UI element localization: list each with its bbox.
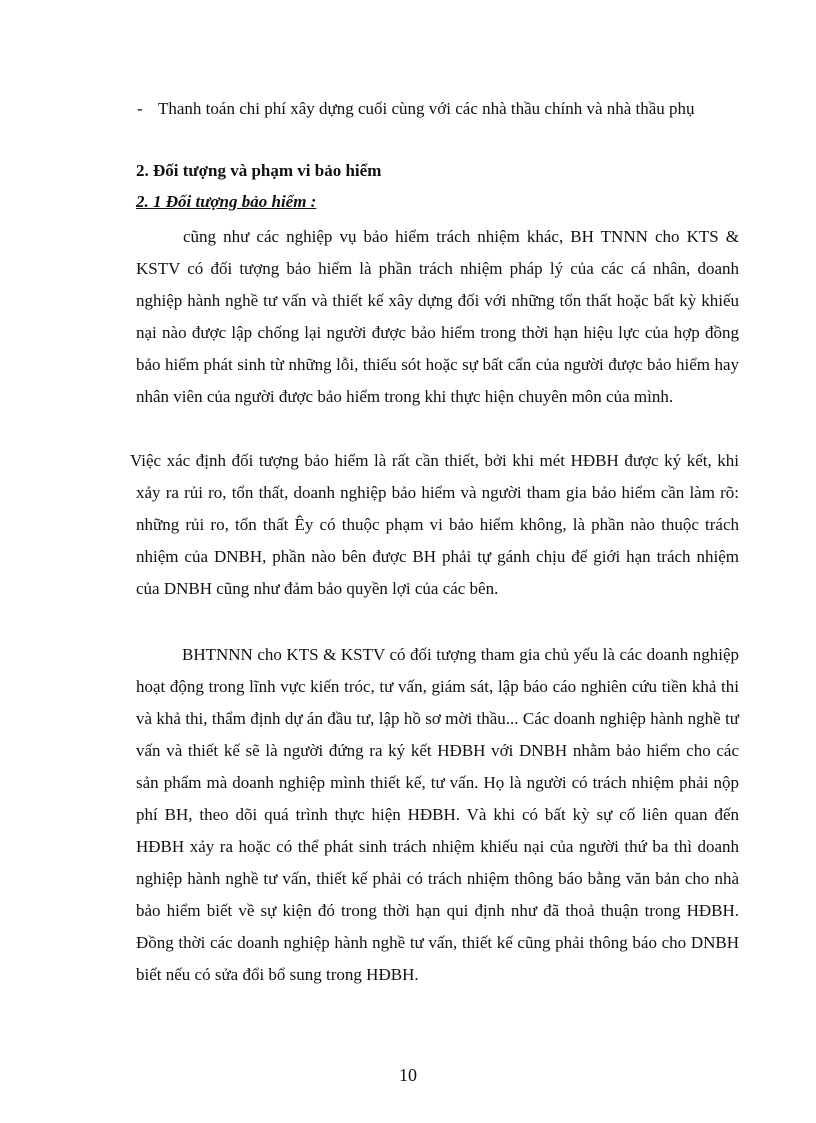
bullet-text: Thanh toán chi phí xây dựng cuối cùng với các nhà thầu chính và nhà thầu phụ <box>158 99 695 118</box>
bullet-marker: - <box>137 99 143 118</box>
paragraph-1: cũng như các nghiệp vụ bảo hiểm trách nhiệm khác, BH TNNN cho KTS & KSTV có đối tượng bảo hiểm là phần trách nhiệm pháp lý của các cá nhân, doanh nghiệp hành nghề tư vấn và thiết kế xây dựng đối với những tổn thất hoặc bất kỳ khiếu nại nào được lập chống lại người được bảo hiểm trong thời hạn hiệu lực của hợp đồng bảo hiểm phát sinh từ những lỗi, thiếu sót hoặc sự bất cẩn của người được bảo hiểm hay nhân viên của người được bảo hiểm trong khi thực hiện chuyên môn của mình. <box>136 227 739 406</box>
paragraph-2: Việc xác định đối tượng bảo hiểm là rất cần thiết, bởi khi mét HĐBH được ký kết, khi xảy ra rủi ro, tổn thất, doanh nghiệp bảo hiểm và người tham gia bảo hiểm cần làm rõ: những rủi ro, tổn thất Êy có thuộc phạm vi bảo hiểm không, là phần nào thuộc trách nhiệm của DNBH, phần nào bên được BH phải tự gánh chịu để giới hạn trách nhiệm của DNBH cũng như đảm bảo quyền lợi của các bên. <box>130 451 739 598</box>
subsection-heading: 2. 1 Đối tượng bảo hiểm : <box>136 192 317 211</box>
paragraph-3: BHTNNN cho KTS & KSTV có đối tượng tham gia chủ yếu là các doanh nghiệp hoạt động trong lĩnh vực kiến tróc, tư vấn, giám sát, lập báo cáo nghiên cứu tiền khả thi và khả thi, thẩm định dự án đầu tư, lập hồ sơ mời thầu... Các doanh nghiệp hành nghề tư vấn và thiết kế sẽ là người đứng ra ký kết HĐBH với DNBH nhằm bảo hiểm cho các sản phẩm mà doanh nghiệp mình thiết kế, tư vấn. Họ là người có trách nhiệm phải nộp phí BH, theo dõi quá trình thực hiện HĐBH. Và khi có bất kỳ sự cố liên quan đến HĐBH xảy ra hoặc có thể phát sinh trách nhiệm khiếu nại của người thứ ba thì doanh nghiệp hành nghề tư vấn, thiết kế phải có trách nhiệm thông báo bằng văn bản cho nhà bảo hiểm biết về sự kiện đó trong thời hạn qui định như đã thoả thuận trong HĐBH. Đồng thời các doanh nghiệp hành nghề tư vấn, thiết kế cũng phải thông báo cho DNBH biết nếu có sửa đổi bổ sung trong HĐBH. <box>136 645 739 984</box>
section-heading: 2. Đối tượng và phạm vi bảo hiểm <box>136 161 382 180</box>
page-number: 10 <box>399 1065 417 1085</box>
bullet-item <box>137 93 739 125</box>
